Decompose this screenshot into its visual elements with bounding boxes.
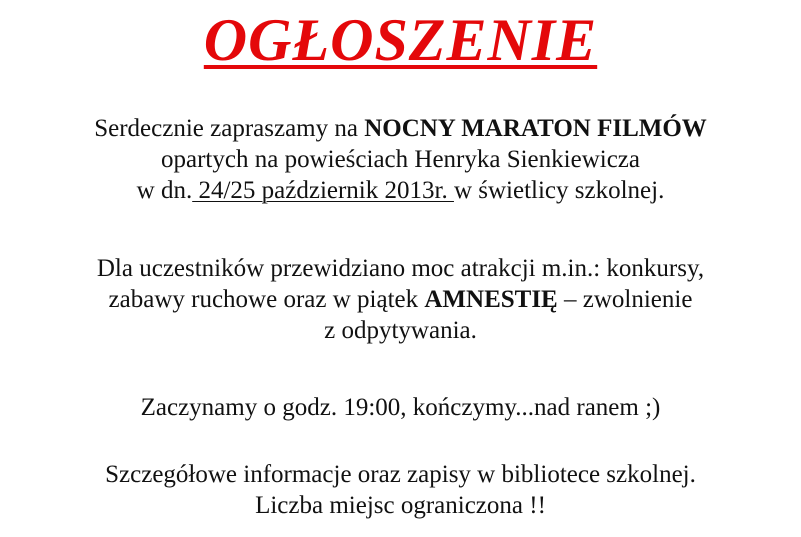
attractions-line-2 [0, 284, 801, 315]
details-line-2: Liczba miejsc ograniczona !! [255, 492, 546, 519]
invitation-line-1-prefix: Serdecznie zapraszamy na [94, 115, 365, 142]
attractions-line-1: Dla uczestników przewidziano moc atrakcji m.in.: konkursy, [96, 255, 705, 282]
invitation-line-1 [0, 113, 801, 144]
details-paragraph [0, 459, 801, 521]
event-name: NOCNY MARATON FILMÓW [364, 115, 707, 142]
attractions-line-3: z odpytywania. [324, 317, 477, 344]
schedule-line: Zaczynamy o godz. 19:00, kończymy...nad ranem ;) [140, 394, 661, 421]
attractions-line-2-suffix: – zwolnienie [557, 286, 693, 313]
schedule-paragraph [0, 392, 801, 423]
attractions-paragraph [0, 253, 801, 346]
invitation-paragraph [0, 113, 801, 206]
details-line-1: Szczegółowe informacje oraz zapisy w bibliotece szkolnej. [105, 461, 696, 488]
announcement-title: OGŁOSZENIE [203, 7, 598, 73]
attractions-line-2-prefix: zabawy ruchowe oraz w piątek [108, 286, 425, 313]
amnesty-highlight: AMNESTIĘ [424, 286, 558, 313]
invitation-line-3 [0, 175, 801, 206]
invitation-line-3-prefix: w dn. [136, 177, 193, 204]
invitation-line-3-suffix: w świetlicy szkolnej. [453, 177, 665, 204]
invitation-line-2: opartych na powieściach Henryka Sienkiewicza [161, 146, 640, 173]
event-date: 24/25 październik 2013r. [192, 177, 454, 204]
